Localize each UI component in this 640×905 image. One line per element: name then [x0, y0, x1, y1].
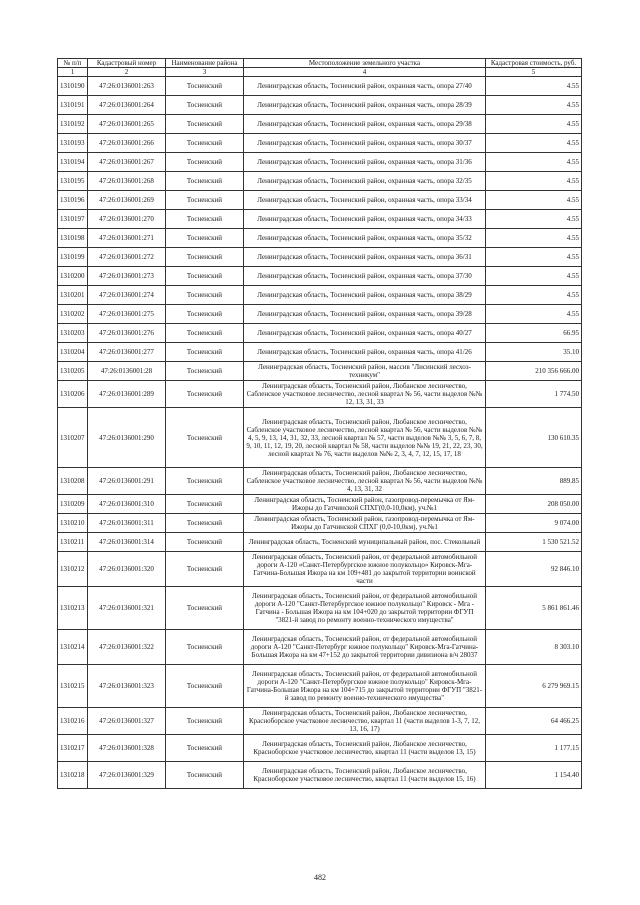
- column-number: 3: [166, 68, 244, 77]
- land-location: Ленинградская область, Тосненский район, охранная часть, опора 32/35: [244, 172, 486, 191]
- row-number: 1310203: [58, 324, 88, 343]
- column-number: 1: [58, 68, 88, 77]
- row-number: 1310197: [58, 210, 88, 229]
- cadastral-number: 47:26:0136001:271: [88, 229, 166, 248]
- district-name: Тосненский: [166, 324, 244, 343]
- cadastral-number: 47:26:0136001:276: [88, 324, 166, 343]
- cadastral-value: 4.55: [486, 134, 582, 153]
- district-name: Тосненский: [166, 96, 244, 115]
- row-number: 1310191: [58, 96, 88, 115]
- district-name: Тосненский: [166, 495, 244, 514]
- land-location: Ленинградская область, Тосненский район, охранная часть, опора 41/26: [244, 343, 486, 362]
- row-number: 1310193: [58, 134, 88, 153]
- district-name: Тосненский: [166, 267, 244, 286]
- land-location: Ленинградская область, Тосненский район, охранная часть, опора 29/38: [244, 115, 486, 134]
- header-location: Местоположение земельного участка: [244, 59, 486, 68]
- table-row: [58, 552, 582, 587]
- cadastral-number: 47:26:0136001:327: [88, 708, 166, 735]
- table-row: [58, 115, 582, 134]
- cadastral-value: 889.85: [486, 468, 582, 495]
- cadastral-number: 47:26:0136001:329: [88, 762, 166, 789]
- district-name: Тосненский: [166, 343, 244, 362]
- table-column-number-row: [58, 68, 582, 77]
- table-row: [58, 77, 582, 96]
- cadastral-value: 130 610.35: [486, 408, 582, 468]
- cadastral-number: 47:26:0136001:320: [88, 552, 166, 587]
- land-location: Ленинградская область, Тосненский район, охранная часть, опора 28/39: [244, 96, 486, 115]
- table-header-row: [58, 59, 582, 68]
- district-name: Тосненский: [166, 172, 244, 191]
- district-name: Тосненский: [166, 286, 244, 305]
- district-name: Тосненский: [166, 191, 244, 210]
- table-row: [58, 134, 582, 153]
- table-row: [58, 408, 582, 468]
- district-name: Тосненский: [166, 533, 244, 552]
- table-row: [58, 533, 582, 552]
- cadastral-number: 47:26:0136001:290: [88, 408, 166, 468]
- table-row: [58, 735, 582, 762]
- cadastral-value: 1 530 521.52: [486, 533, 582, 552]
- table-row: [58, 362, 582, 381]
- land-location: Ленинградская область, Тосненский район, от федеральной автомобильной дороги А-120 "Санкт-Петербург южное полукольцо" Кировск-Мга-Гатчина-Большая Ижора на км 47+152 до закрытой территории дивизиона в/ч 28037: [244, 630, 486, 665]
- header-cadastral-value: Кадастровая стоимость, руб.: [486, 59, 582, 68]
- cadastral-value: 6 279 969.15: [486, 665, 582, 708]
- cadastral-value: 1 774.50: [486, 381, 582, 408]
- cadastral-number: 47:26:0136001:273: [88, 267, 166, 286]
- cadastral-number: 47:26:0136001:269: [88, 191, 166, 210]
- district-name: Тосненский: [166, 115, 244, 134]
- cadastral-number: 47:26:0136001:265: [88, 115, 166, 134]
- row-number: 1310216: [58, 708, 88, 735]
- cadastral-value: 208 050.00: [486, 495, 582, 514]
- row-number: 1310211: [58, 533, 88, 552]
- land-location: Ленинградская область, Тосненский район, газопровод-перемычка от Ям-Ижоры до Гатчинской СПХГ(0,0-10,0км), уч.№1: [244, 495, 486, 514]
- row-number: 1310190: [58, 77, 88, 96]
- document-page: [57, 58, 581, 789]
- district-name: Тосненский: [166, 153, 244, 172]
- cadastral-number: 47:26:0136001:272: [88, 248, 166, 267]
- district-name: Тосненский: [166, 210, 244, 229]
- cadastral-number: 47:26:0136001:268: [88, 172, 166, 191]
- cadastral-value-table: [57, 58, 582, 789]
- district-name: Тосненский: [166, 735, 244, 762]
- row-number: 1310218: [58, 762, 88, 789]
- cadastral-number: 47:26:0136001:322: [88, 630, 166, 665]
- land-location: Ленинградская область, Тосненский район, охранная часть, опора 37/30: [244, 267, 486, 286]
- cadastral-value: 1 177.15: [486, 735, 582, 762]
- cadastral-value: 210 356 666.00: [486, 362, 582, 381]
- cadastral-number: 47:26:0136001:270: [88, 210, 166, 229]
- cadastral-value: 9 074.00: [486, 514, 582, 533]
- land-location: Ленинградская область, Тосненский район, Любанское лесничество, Сабленское участковое лесничество, лесной квартал № 56, части выделов №№ 12, 13, 31, 33: [244, 381, 486, 408]
- land-location: Ленинградская область, Тосненский район, охранная часть, опора 38/29: [244, 286, 486, 305]
- table-row: [58, 495, 582, 514]
- cadastral-value: 8 303.10: [486, 630, 582, 665]
- district-name: Тосненский: [166, 381, 244, 408]
- cadastral-number: 47:26:0136001:321: [88, 587, 166, 630]
- cadastral-value: 4.55: [486, 96, 582, 115]
- table-row: [58, 630, 582, 665]
- cadastral-value: 1 154.40: [486, 762, 582, 789]
- cadastral-value: 4.55: [486, 229, 582, 248]
- cadastral-number: 47:26:0136001:28: [88, 362, 166, 381]
- table-row: [58, 286, 582, 305]
- table-row: [58, 172, 582, 191]
- table-body: [58, 77, 582, 789]
- land-location: Ленинградская область, Тосненский район, Любанское лесничество, Сабленское участковое лесничество, лесной квартал № 56, части выделов №№ 4, 5, 9, 13, 14, 31, 32, 33, лесной квартал № 57, части выделов №№ 3, 5, 6, 7, 8, 9, 10, 11, 12, 19, 20, лесной квартал № 58, части выделов №№ 19, 21, 22, 23, 30, лесной квартал № 76, части выделов №№ 2, 3, 4, 7, 12, 15, 17, 18: [244, 408, 486, 468]
- district-name: Тосненский: [166, 762, 244, 789]
- cadastral-value: 4.55: [486, 305, 582, 324]
- cadastral-number: 47:26:0136001:263: [88, 77, 166, 96]
- column-number: 5: [486, 68, 582, 77]
- district-name: Тосненский: [166, 630, 244, 665]
- header-cadastral-number: Кадастровый номер: [88, 59, 166, 68]
- land-location: Ленинградская область, Тосненский район, Любанское лесничество, Красноборское участковое лесничество, квартал 11 (части выделов 1-3, 7, 12, 13, 16, 17): [244, 708, 486, 735]
- cadastral-number: 47:26:0136001:267: [88, 153, 166, 172]
- row-number: 1310200: [58, 267, 88, 286]
- table-row: [58, 210, 582, 229]
- cadastral-value: 4.55: [486, 172, 582, 191]
- land-location: Ленинградская область, Тосненский район, охранная часть, опора 39/28: [244, 305, 486, 324]
- row-number: 1310214: [58, 630, 88, 665]
- district-name: Тосненский: [166, 514, 244, 533]
- land-location: Ленинградская область, Тосненский район, охранная часть, опора 35/32: [244, 229, 486, 248]
- cadastral-number: 47:26:0136001:314: [88, 533, 166, 552]
- row-number: 1310208: [58, 468, 88, 495]
- land-location: Ленинградская область, Тосненский район, Любанское лесничество, Красноборское участковое лесничество, квартал 11 (части выделов 13, 15): [244, 735, 486, 762]
- district-name: Тосненский: [166, 708, 244, 735]
- cadastral-number: 47:26:0136001:328: [88, 735, 166, 762]
- table-row: [58, 191, 582, 210]
- district-name: Тосненский: [166, 229, 244, 248]
- land-location: Ленинградская область, Тосненский район, от федеральной автомобильной дороги А-120 "Санкт-Петербургское южное полукольцо" Кировск-Мга-Гатчина-Большая Ижора на км 104+715 до закрытой территории ФГУП "3821-й завод по ремонту военно-технического имущества": [244, 665, 486, 708]
- row-number: 1310213: [58, 587, 88, 630]
- row-number: 1310202: [58, 305, 88, 324]
- district-name: Тосненский: [166, 77, 244, 96]
- land-location: Ленинградская область, Тосненский район, охранная часть, опора 33/34: [244, 191, 486, 210]
- cadastral-number: 47:26:0136001:291: [88, 468, 166, 495]
- land-location: Ленинградская область, Тосненский муниципальный район, пос. Стекольный: [244, 533, 486, 552]
- land-location: Ленинградская область, Тосненский район, Любанское лесничество, Красноборское участковое лесничество, квартал 11 (части выделов 15, 16): [244, 762, 486, 789]
- district-name: Тосненский: [166, 587, 244, 630]
- district-name: Тосненский: [166, 408, 244, 468]
- land-location: Ленинградская область, Тосненский район, охранная часть, опора 40/27: [244, 324, 486, 343]
- cadastral-value: 4.55: [486, 286, 582, 305]
- table-row: [58, 305, 582, 324]
- row-number: 1310207: [58, 408, 88, 468]
- cadastral-number: 47:26:0136001:264: [88, 96, 166, 115]
- cadastral-value: 64 466.25: [486, 708, 582, 735]
- land-location: Ленинградская область, Тосненский район, охранная часть, опора 34/33: [244, 210, 486, 229]
- table-row: [58, 267, 582, 286]
- district-name: Тосненский: [166, 665, 244, 708]
- district-name: Тосненский: [166, 305, 244, 324]
- row-number: 1310209: [58, 495, 88, 514]
- table-row: [58, 514, 582, 533]
- table-row: [58, 324, 582, 343]
- cadastral-number: 47:26:0136001:275: [88, 305, 166, 324]
- row-number: 1310192: [58, 115, 88, 134]
- district-name: Тосненский: [166, 552, 244, 587]
- row-number: 1310196: [58, 191, 88, 210]
- column-number: 4: [244, 68, 486, 77]
- land-location: Ленинградская область, Тосненский район, газопровод-перемычка от Ям-Ижоры до Гатчинской СПХГ (0,0-10,0км), уч.№1: [244, 514, 486, 533]
- land-location: Ленинградская область, Тосненский район, охранная часть, опора 27/40: [244, 77, 486, 96]
- district-name: Тосненский: [166, 468, 244, 495]
- row-number: 1310217: [58, 735, 88, 762]
- cadastral-number: 47:26:0136001:274: [88, 286, 166, 305]
- cadastral-number: 47:26:0136001:277: [88, 343, 166, 362]
- column-number: 2: [88, 68, 166, 77]
- cadastral-number: 47:26:0136001:289: [88, 381, 166, 408]
- table-row: [58, 762, 582, 789]
- table-row: [58, 587, 582, 630]
- cadastral-number: 47:26:0136001:310: [88, 495, 166, 514]
- district-name: Тосненский: [166, 362, 244, 381]
- row-number: 1310212: [58, 552, 88, 587]
- cadastral-number: 47:26:0136001:266: [88, 134, 166, 153]
- table-row: [58, 708, 582, 735]
- district-name: Тосненский: [166, 134, 244, 153]
- cadastral-value: 4.55: [486, 77, 582, 96]
- table-row: [58, 229, 582, 248]
- cadastral-value: 66.95: [486, 324, 582, 343]
- cadastral-number: 47:26:0136001:311: [88, 514, 166, 533]
- row-number: 1310210: [58, 514, 88, 533]
- row-number: 1310199: [58, 248, 88, 267]
- row-number: 1310205: [58, 362, 88, 381]
- row-number: 1310201: [58, 286, 88, 305]
- table-row: [58, 665, 582, 708]
- cadastral-number: 47:26:0136001:323: [88, 665, 166, 708]
- land-location: Ленинградская область, Тосненский район, Любанское лесничество, Сабленское участковое лесничество, лесной квартал № 56, части выделов №№ 4, 13, 31, 32: [244, 468, 486, 495]
- land-location: Ленинградская область, Тосненский район, от федеральной автомобильной дороги А-120 "Санкт-Петербургское южное полукольцо" Кировск - Мга - Гатчина - Большая Ижора на км 104+020 до закрытой территории ФГУП "3821-й завод по ремонту военно-технического имущества": [244, 587, 486, 630]
- land-location: Ленинградская область, Тосненский район, охранная часть, опора 31/36: [244, 153, 486, 172]
- cadastral-value: 5 861 861.46: [486, 587, 582, 630]
- cadastral-value: 4.55: [486, 210, 582, 229]
- table-row: [58, 468, 582, 495]
- table-row: [58, 153, 582, 172]
- cadastral-value: 4.55: [486, 248, 582, 267]
- table-row: [58, 381, 582, 408]
- cadastral-value: 4.55: [486, 267, 582, 286]
- cadastral-value: 4.55: [486, 115, 582, 134]
- header-district: Наименование района: [166, 59, 244, 68]
- row-number: 1310215: [58, 665, 88, 708]
- header-num: № п/п: [58, 59, 88, 68]
- land-location: Ленинградская область, Тосненский район, массив "Лисинский лесхоз-техникум": [244, 362, 486, 381]
- cadastral-value: 4.55: [486, 191, 582, 210]
- cadastral-value: 35.10: [486, 343, 582, 362]
- row-number: 1310204: [58, 343, 88, 362]
- table-row: [58, 343, 582, 362]
- cadastral-value: 92 846.10: [486, 552, 582, 587]
- row-number: 1310194: [58, 153, 88, 172]
- page-number: 482: [314, 873, 326, 882]
- row-number: 1310206: [58, 381, 88, 408]
- table-row: [58, 248, 582, 267]
- row-number: 1310198: [58, 229, 88, 248]
- district-name: Тосненский: [166, 248, 244, 267]
- cadastral-value: 4.55: [486, 153, 582, 172]
- land-location: Ленинградская область, Тосненский район, охранная часть, опора 36/31: [244, 248, 486, 267]
- land-location: Ленинградская область, Тосненский район, охранная часть, опора 30/37: [244, 134, 486, 153]
- row-number: 1310195: [58, 172, 88, 191]
- land-location: Ленинградская область, Тосненский район, от федеральной автомобильной дороги А-120 «Санкт-Петербургское южное полукольцо» Кировск-Мга-Гатчина-Большая Ижора на км 109+481 до закрытой территории воинской части: [244, 552, 486, 587]
- table-row: [58, 96, 582, 115]
